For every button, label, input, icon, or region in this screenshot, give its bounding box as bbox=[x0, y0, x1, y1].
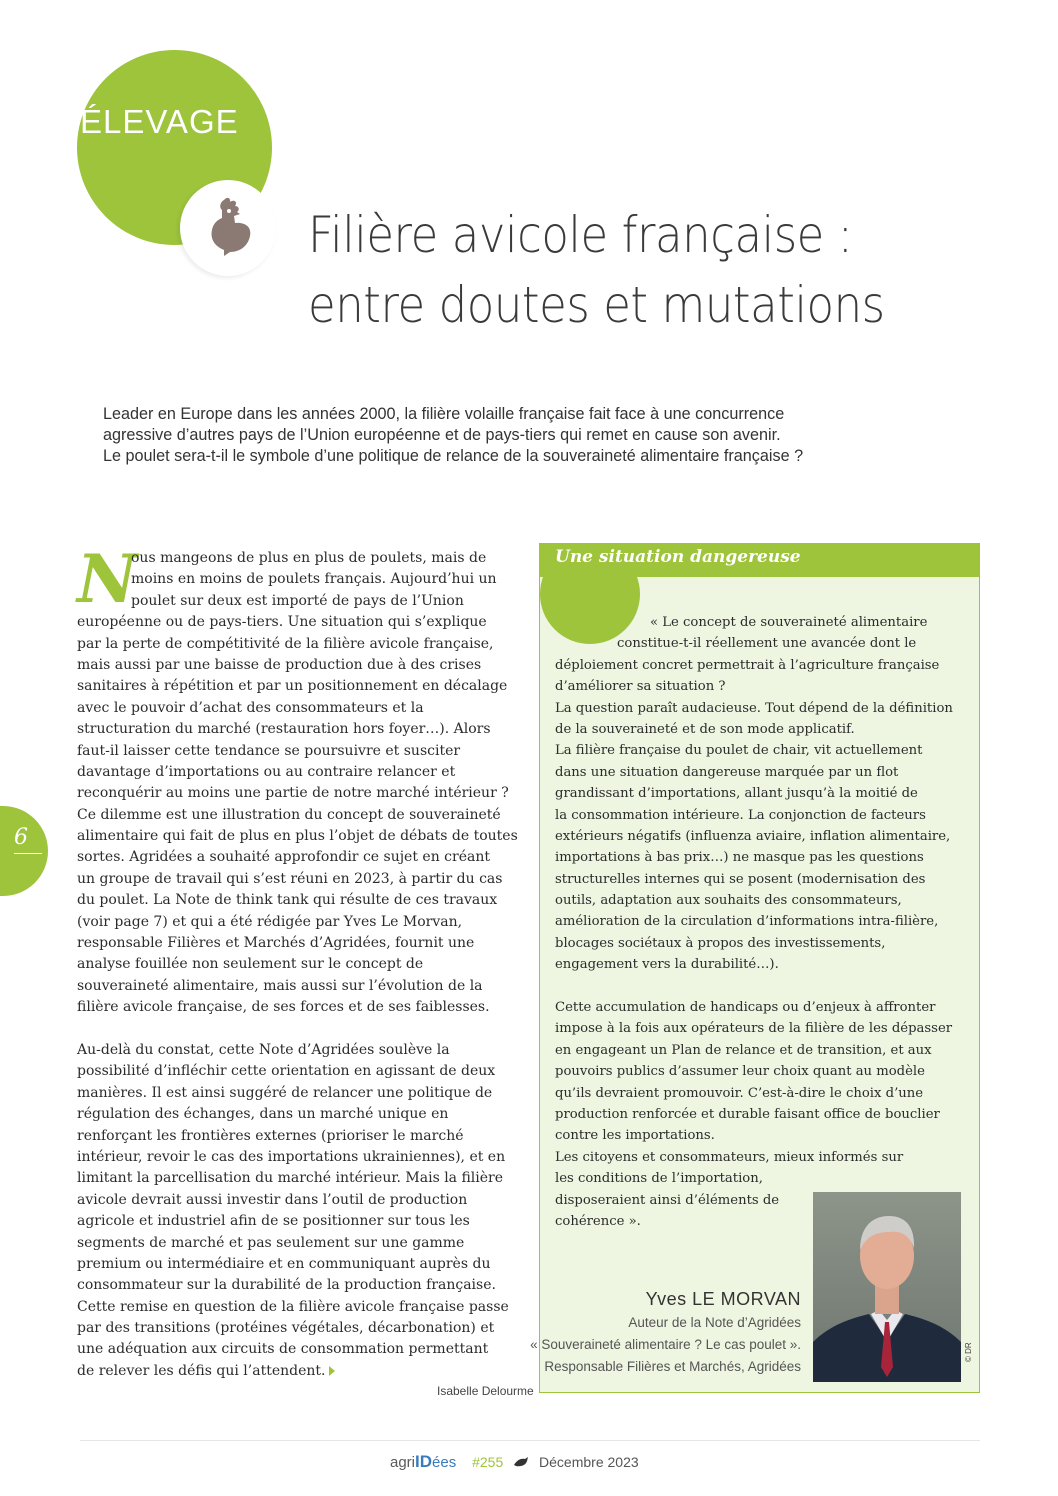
body-line: mais aussi par une baisse de production due à des crises bbox=[77, 656, 482, 673]
body-line: filière avicole française, de ses forces et de ses faiblesses. bbox=[77, 999, 490, 1016]
body-line: structuration du marché (restauration hors foyer…). Alors bbox=[77, 721, 491, 738]
photo-credit: © DR bbox=[964, 1342, 973, 1362]
body-line: segments de marché et pas seulement sur une gamme bbox=[77, 1234, 465, 1251]
box-line: pouvoirs publics d’assumer leur choix quant au modèle bbox=[555, 1064, 925, 1080]
body-line bbox=[77, 1019, 522, 1040]
body-line: un groupe de travail qui s’est réuni en 2023, à partir du cas bbox=[77, 870, 503, 887]
body-line: (voir page 7) et qui a été rédigée par Yves Le Morvan, bbox=[77, 913, 463, 930]
article-signature: Isabelle Delourme bbox=[437, 1384, 534, 1398]
body-line: du poulet. La Note de think tank qui résulte de ces travaux bbox=[77, 892, 498, 909]
box-line: déploiement concret permettrait à l’agriculture française bbox=[555, 657, 940, 673]
body-line: européenne ou de pays-tiers. Une situation qui s’explique bbox=[77, 614, 487, 631]
body-line: faut-il laisser cette tendance se poursuivre et susciter bbox=[77, 742, 461, 759]
author-role: « Souveraineté alimentaire ? Le cas poulet ». bbox=[530, 1337, 801, 1352]
intro-line: Leader en Europe dans les années 2000, la filière volaille française fait face à une concurrence bbox=[103, 405, 785, 423]
body-line: ous mangeons de plus en plus de poulets, mais de bbox=[131, 550, 487, 566]
box-line: production renforcée et durable faisant office de bouclier bbox=[555, 1106, 940, 1122]
logo-id: ID bbox=[415, 1452, 433, 1471]
box-line: d’améliorer sa situation ? bbox=[555, 679, 726, 695]
body-line: agricole et industriel afin de se positionner sur tous les bbox=[77, 1213, 470, 1230]
box-line: disposeraient ainsi d’éléments de bbox=[555, 1192, 780, 1208]
body-line: davantage d’importations ou au contraire relancer et bbox=[77, 763, 456, 780]
author-photo bbox=[813, 1192, 961, 1382]
sidebar-box-title: Une situation dangereuse bbox=[555, 547, 801, 567]
body-line: limitant la parcellisation du marché intérieur. Mais la filière bbox=[77, 1170, 504, 1187]
box-line: dans une situation dangereuse marquée par un flot bbox=[555, 764, 899, 780]
box-line: Cette accumulation de handicaps ou d’enjeux à affronter bbox=[555, 1000, 936, 1016]
bird-icon bbox=[513, 1456, 529, 1468]
body-line: premium ou intermédiaire et en communiquant auprès du bbox=[77, 1255, 491, 1272]
author-block bbox=[530, 1289, 801, 1378]
title-line-2: entre doutes et mutations bbox=[308, 276, 885, 334]
box-line: Les citoyens et consommateurs, mieux informés sur bbox=[555, 1149, 904, 1165]
rooster-icon bbox=[204, 196, 254, 258]
body-line: sortes. Agridées a souhaité approfondir ce sujet en créant bbox=[77, 849, 490, 866]
issue-number: #255 bbox=[472, 1454, 504, 1470]
body-line: Cette remise en question de la filière avicole française passe bbox=[77, 1298, 509, 1315]
body-line: intérieur, revoir le cas des importations ukrainiennes), et en bbox=[77, 1148, 506, 1165]
box-line: engagement vers la durabilité…). bbox=[555, 957, 779, 973]
box-line: de la souveraineté et de son mode applicatif. bbox=[555, 721, 855, 737]
body-line: Ce dilemme est une illustration du concept de souveraineté bbox=[77, 806, 501, 823]
article-body bbox=[77, 540, 522, 1382]
body-line: poulet sur deux est importé de pays de l’Union bbox=[131, 592, 464, 609]
box-line: extérieurs négatifs (influenza aviaire, inflation alimentaire, bbox=[555, 828, 951, 844]
body-line: sanitaires à répétition et par un positionnement en décalage bbox=[77, 678, 508, 695]
article-title bbox=[308, 200, 885, 340]
icon-badge bbox=[180, 180, 276, 276]
body-line: avec le pouvoir d’achat des consommateurs et la bbox=[77, 699, 424, 716]
box-line: La filière française du poulet de chair, vit actuellement bbox=[555, 743, 923, 759]
body-line: souveraineté alimentaire, mais aussi sur l’évolution de la bbox=[77, 977, 483, 994]
box-line: qu’ils devraient promouvoir. C’est-à-dire le choix d’une bbox=[555, 1085, 924, 1101]
page-number: 6 bbox=[14, 825, 28, 850]
dropcap: N bbox=[77, 540, 138, 618]
body-line: par la perte de compétitivité de la filière avicole française, bbox=[77, 635, 494, 652]
body-line: régulation des échanges, dans un marché unique en bbox=[77, 1106, 449, 1123]
footer-divider bbox=[80, 1440, 980, 1441]
sidebar-box-text bbox=[555, 612, 965, 1232]
end-mark-icon bbox=[329, 1366, 335, 1376]
body-line: manières. Il est ainsi suggéré de relancer une politique de bbox=[77, 1084, 493, 1101]
box-line bbox=[555, 976, 965, 997]
footer bbox=[390, 1452, 639, 1472]
body-line: consommateur sur la durabilité de la production française. bbox=[77, 1277, 496, 1294]
box-line: en engageant un Plan de relance et de transition, et aux bbox=[555, 1042, 932, 1058]
box-line: grandissant d’importations, allant jusqu’à la moitié de bbox=[555, 786, 918, 802]
title-line-1: Filière avicole française : bbox=[308, 206, 853, 264]
box-line: constitue-t-il réellement une avancée dont le bbox=[617, 636, 917, 652]
box-line: les conditions de l’importation, bbox=[555, 1171, 763, 1187]
author-name: Yves LE MORVAN bbox=[645, 1289, 801, 1309]
page-tab bbox=[0, 806, 48, 896]
logo-ees: ées bbox=[432, 1454, 457, 1471]
box-line: contre les importations. bbox=[555, 1128, 715, 1144]
body-line: alimentaire qui fait de plus en plus l’objet de débats de toutes bbox=[77, 828, 518, 845]
body-line: par des transitions (protéines végétales, décarbonation) et bbox=[77, 1320, 495, 1337]
box-line: cohérence ». bbox=[555, 1213, 641, 1229]
box-line: amélioration de la circulation d’informations intra-filière, bbox=[555, 914, 939, 930]
intro-line: Le poulet sera-t-il le symbole d’une politique de relance de la souveraineté alimentaire française ? bbox=[103, 447, 804, 465]
intro-paragraph bbox=[103, 404, 963, 467]
box-line: structurelles internes qui se posent (modernisation des bbox=[555, 871, 926, 887]
box-line: blocages sociétaux à propos des investissements, bbox=[555, 935, 886, 951]
box-line: « Le concept de souveraineté alimentaire bbox=[650, 615, 928, 630]
logo-agri: agri bbox=[390, 1454, 416, 1471]
author-role: Auteur de la Note d’Agridées bbox=[628, 1315, 801, 1330]
body-line: responsable Filières et Marchés d’Agridées, fournit une bbox=[77, 935, 475, 952]
body-line: reconquérir au moins une partie de notre marché intérieur ? bbox=[77, 785, 509, 802]
issue-date: Décembre 2023 bbox=[539, 1454, 639, 1470]
body-line: moins en moins de poulets français. Aujourd’hui un bbox=[131, 571, 497, 588]
box-line: outils, adaptation aux souhaits des consommateurs, bbox=[555, 893, 902, 909]
box-line: importations à bas prix…) ne masque pas les questions bbox=[555, 850, 924, 866]
body-line: une adéquation aux circuits de consommation permettant bbox=[77, 1341, 489, 1358]
body-line: renforçant les frontières externes (prioriser le marché bbox=[77, 1127, 464, 1144]
body-line: analyse fouillée non seulement sur le concept de bbox=[77, 956, 424, 973]
box-line: la consommation intérieure. La conjonction de facteurs bbox=[555, 807, 926, 823]
box-line: La question paraît audacieuse. Tout dépend de la définition bbox=[555, 700, 953, 716]
author-role: Responsable Filières et Marchés, Agridées bbox=[544, 1359, 801, 1374]
intro-line: agressive d’autres pays de l’Union européenne et de pays-tiers qui remet en cause son avenir. bbox=[103, 426, 781, 444]
body-line: Au-delà du constat, cette Note d’Agridées soulève la bbox=[77, 1041, 450, 1058]
body-line: avicole devrait aussi investir dans l’outil de production bbox=[77, 1191, 468, 1208]
page-number-underline bbox=[14, 853, 42, 854]
section-tag: ÉLEVAGE bbox=[80, 103, 239, 140]
body-line: de relever les défis qui l’attendent. bbox=[77, 1362, 326, 1379]
body-line: possibilité d’infléchir cette orientation en agissant de deux bbox=[77, 1063, 496, 1080]
publication-logo bbox=[390, 1454, 460, 1470]
box-line: impose à la fois aux opérateurs de la filière de les dépasser bbox=[555, 1021, 953, 1037]
